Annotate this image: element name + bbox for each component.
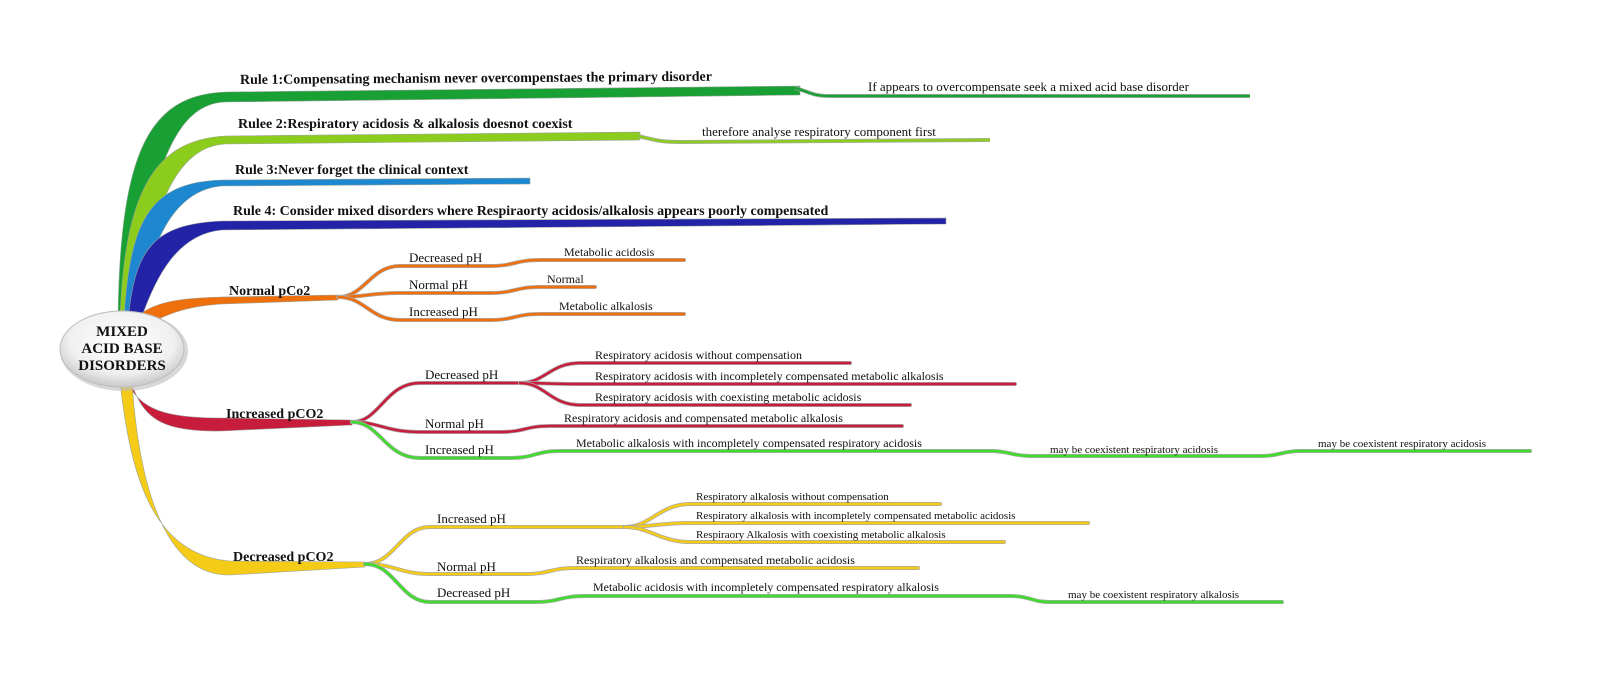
increased-pco2-result-2[interactable]: Respiratory acidosis with incompletely compensated metabolic alkalosis: [595, 369, 944, 383]
decreased-pco2-result-3[interactable]: Respiraory Alkalosis with coexisting metabolic alkalosis: [696, 529, 946, 541]
increased-pco2-label[interactable]: Increased pCO2: [226, 407, 324, 422]
rule3-label[interactable]: Rule 3:Never forget the clinical context: [235, 163, 469, 178]
decreased-pco2-normal-ph[interactable]: Normal pH: [437, 559, 496, 574]
rule1-label[interactable]: Rule 1:Compensating mechanism never overcompenstaes the primary disorder: [239, 69, 712, 88]
normal-pco2-decreased-ph-result[interactable]: Metabolic acidosis: [564, 245, 655, 259]
increased-pco2-branch: [126, 380, 352, 431]
rule2-note[interactable]: therefore analyse respiratory component first: [702, 124, 936, 139]
central-title-line1: MIXED: [96, 324, 148, 340]
central-title-line2: ACID BASE: [81, 341, 163, 357]
central-topic[interactable]: [60, 311, 188, 391]
decreased-pco2-result-1[interactable]: Respiratory alkalosis without compensation: [696, 491, 889, 503]
normal-pco2-normal-ph-result[interactable]: Normal: [547, 272, 584, 286]
increased-pco2-normal-ph-result[interactable]: Respiratory acidosis and compensated metabolic alkalosis: [564, 411, 843, 425]
normal-pco2-normal-ph[interactable]: Normal pH: [409, 277, 468, 292]
decreased-pco2-result-2[interactable]: Respiratory alkalosis with incompletely compensated metabolic acidosis: [696, 510, 1016, 522]
decreased-pco2-labels: [233, 491, 1239, 601]
rule2-label[interactable]: Rulee 2:Respiratory acidosis & alkalosis doesnot coexist: [238, 117, 573, 132]
decreased-pco2-decreased-ph[interactable]: Decreased pH: [437, 585, 511, 600]
increased-pco2-increased-ph[interactable]: Increased pH: [425, 442, 494, 457]
central-title-line3: DISORDERS: [78, 358, 166, 374]
decreased-pco2-increased-ph[interactable]: Increased pH: [437, 511, 506, 526]
increased-pco2-note-1[interactable]: may be coexistent respiratory acidosis: [1050, 444, 1219, 456]
rule4-label[interactable]: Rule 4: Consider mixed disorders where Respiraorty acidosis/alkalosis appears poorly compensated: [233, 204, 829, 219]
increased-pco2-labels: [226, 348, 1486, 457]
normal-pco2-increased-ph-result[interactable]: Metabolic alkalosis: [559, 299, 653, 313]
normal-pco2-increased-ph[interactable]: Increased pH: [409, 304, 478, 319]
rule4-branch: [128, 218, 946, 322]
normal-pco2-labels: [229, 245, 655, 319]
normal-pco2-label[interactable]: Normal pCo2: [229, 284, 311, 299]
decreased-pco2-note[interactable]: may be coexistent respiratory alkalosis: [1068, 589, 1240, 601]
decreased-pco2-label[interactable]: Decreased pCO2: [233, 550, 334, 565]
decreased-pco2-normal-ph-result[interactable]: Respiratory alkalosis and compensated metabolic acidosis: [576, 553, 855, 567]
increased-pco2-normal-ph[interactable]: Normal pH: [425, 416, 484, 431]
increased-pco2-result-3[interactable]: Respiratory acidosis with coexisting metabolic acidosis: [595, 390, 862, 404]
normal-pco2-decreased-ph[interactable]: Decreased pH: [409, 250, 483, 265]
increased-pco2-note-2[interactable]: may be coexistent respiratory acidosis: [1318, 438, 1487, 450]
rule1-note[interactable]: If appears to overcompensate seek a mixed acid base disorder: [868, 79, 1189, 94]
decreased-pco2-decreased-ph-result[interactable]: Metabolic acidosis with incompletely compensated respiratory alkalosis: [593, 580, 939, 594]
increased-pco2-result-1[interactable]: Respiratory acidosis without compensation: [595, 348, 802, 362]
increased-pco2-decreased-ph[interactable]: Decreased pH: [425, 367, 499, 382]
increased-pco2-increased-ph-result[interactable]: Metabolic alkalosis with incompletely compensated respiratory acidosis: [576, 436, 922, 450]
